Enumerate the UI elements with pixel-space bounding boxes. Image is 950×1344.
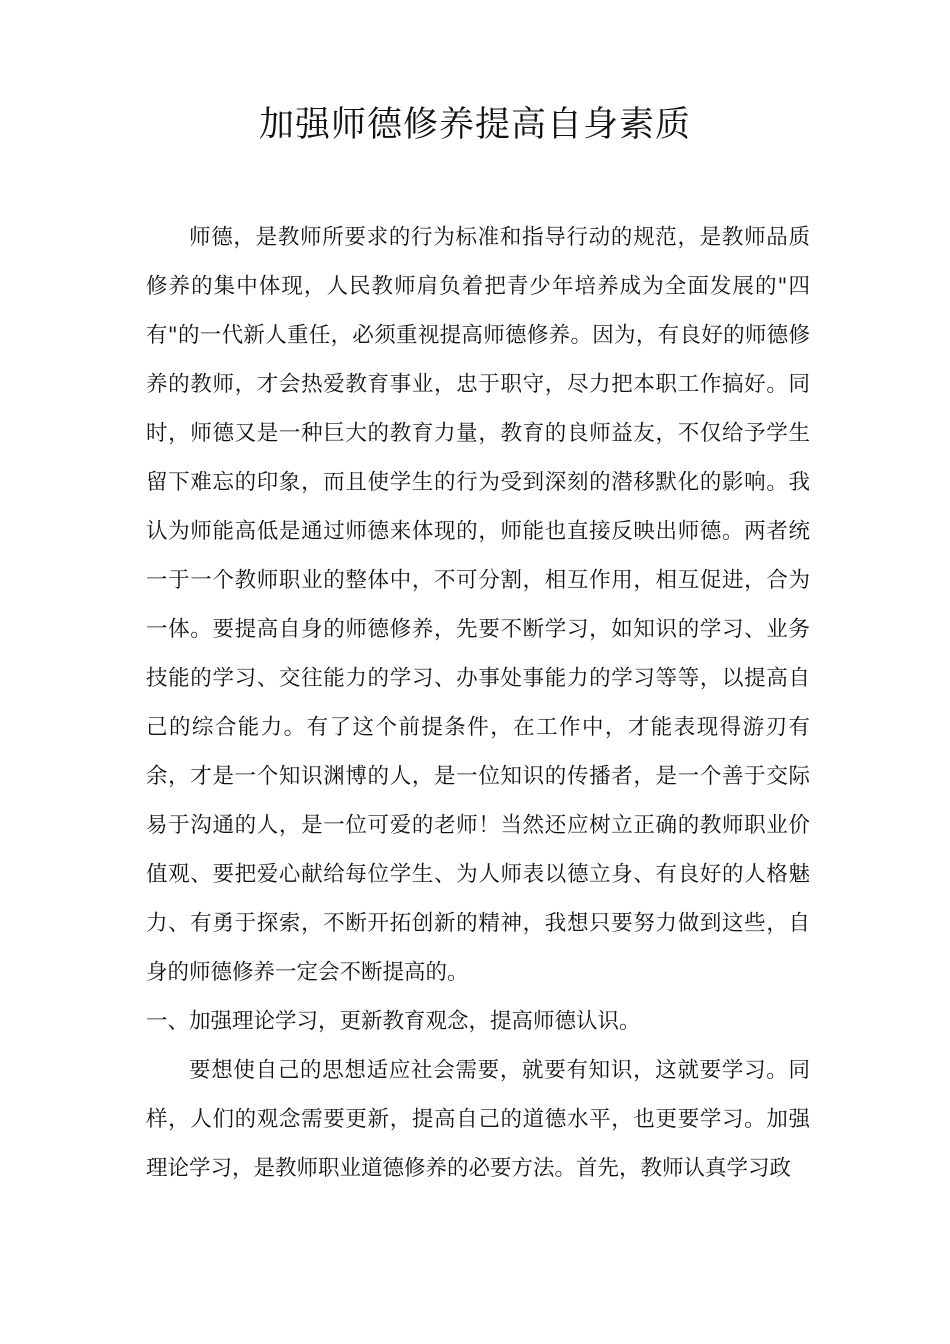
document-title: 加强师德修养提高自身素质 [258,105,691,145]
document-body [146,213,810,1193]
section-paragraph: 要想使自己的思想适应社会需要，就要有知识，这就要学习。同样，人们的观念需要更新，提高自己的道德水平，也更要学习。加强理论学习，是教师职业道德修养的必要方法。首先，教师认真学习政 [146,1058,810,1181]
section-heading: 一、加强理论学习，更新教育观念，提高师德认识。 [146,1009,641,1034]
intro-paragraph: 师德，是教师所要求的行为标准和指导行动的规范，是教师品质修养的集中体现，人民教师肩负着把青少年培养成为全面发展的"四有"的一代新人重任，必须重视提高师德修养。因为，有良好的师德修养的教师，才会热爱教育事业，忠于职守，尽力把本职工作搞好。同时，师德又是一种巨大的教育力量，教育的良师益友，不仅给予学生留下难忘的印象，而且使学生的行为受到深刻的潜移默化的影响。我认为师能高低是通过师德来体现的，师能也直接反映出师德。两者统一于一个教师职业的整体中，不可分割，相互作用，相互促进，合为一体。要提高自身的师德修养，先要不断学习，如知识的学习、业务技能的学习、交往能力的学习、办事处事能力的学习等等，以提高自己的综合能力。有了这个前提条件，在工作中，才能表现得游刃有余，才是一个知识渊博的人，是一位知识的传播者，是一个善于交际易于沟通的人，是一位可爱的老师！当然还应树立正确的教师职业价值观、要把爱心献给每位学生、为人师表以德立身、有良好的人格魅力、有勇于探索，不断开拓创新的精神，我想只要努力做到这些，自身的师德修养一定会不断提高的。 [146,225,810,985]
